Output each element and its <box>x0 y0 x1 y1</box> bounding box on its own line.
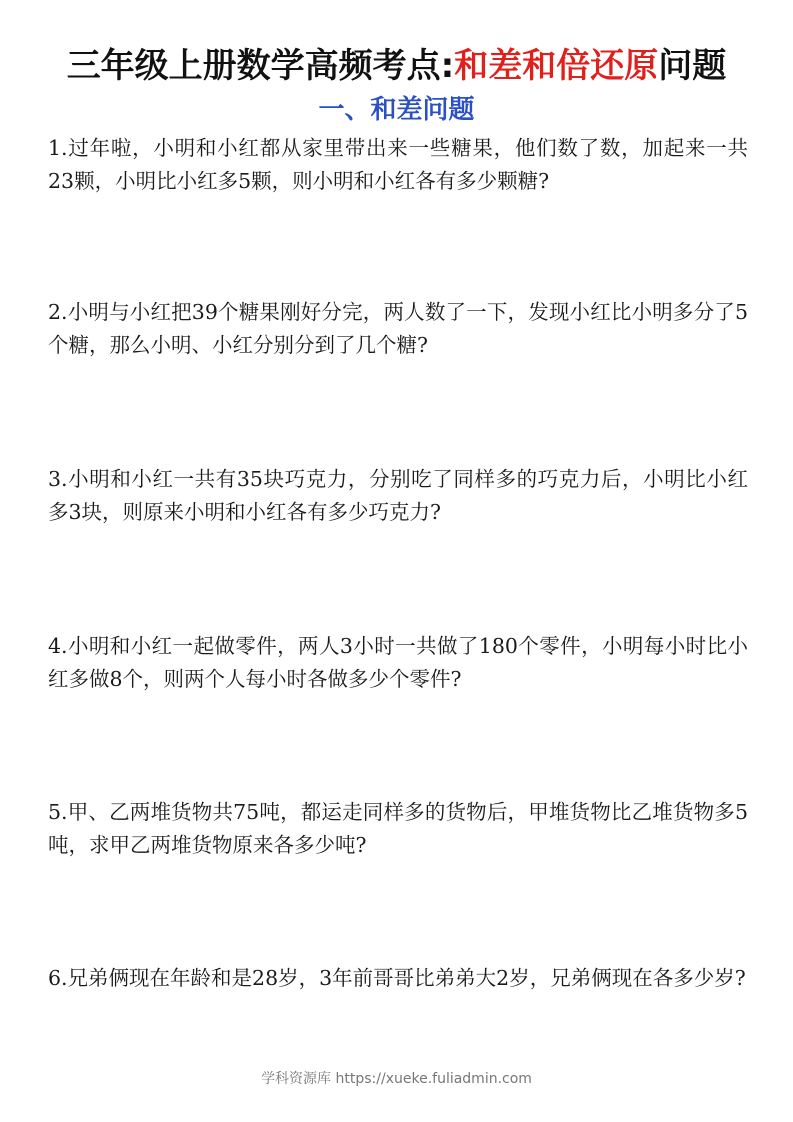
page-title <box>0 44 793 88</box>
question-6: 6.兄弟俩现在年龄和是28岁，3年前哥哥比弟弟大2岁，兄弟俩现在各多少岁? <box>48 966 746 990</box>
question-5: 5.甲、乙两堆货物共75吨，都运走同样多的货物后，甲堆货物比乙堆货物多5吨，求甲乙两堆货物原来各多少吨? <box>48 800 748 857</box>
title-highlight: 和差和倍还原 <box>454 46 659 86</box>
question-4: 4.小明和小红一起做零件，两人3小时一共做了180个零件，小明每小时比小红多做8个，则两个人每小时各做多少个零件? <box>48 634 748 691</box>
section-heading: 一、和差问题 <box>318 95 475 125</box>
question-1: 1.过年啦，小明和小红都从家里带出来一些糖果，他们数了数，加起来一共23颗，小明比小红多5颗，则小明和小红各有多少颗糖? <box>48 136 748 193</box>
footer-source: 学科资源库 https://xueke.fuliadmin.com <box>261 1071 532 1087</box>
question-3: 3.小明和小红一共有35块巧克力，分别吃了同样多的巧克力后，小明比小红多3块，则原来小明和小红各有多少巧克力? <box>48 467 748 524</box>
title-prefix: 三年级上册数学高频考点: <box>66 46 455 86</box>
question-2: 2.小明与小红把39个糖果刚好分完，两人数了一下，发现小红比小明多分了5个糖，那么小明、小红分别分到了几个糖? <box>48 300 748 357</box>
title-suffix: 问题 <box>658 46 727 86</box>
